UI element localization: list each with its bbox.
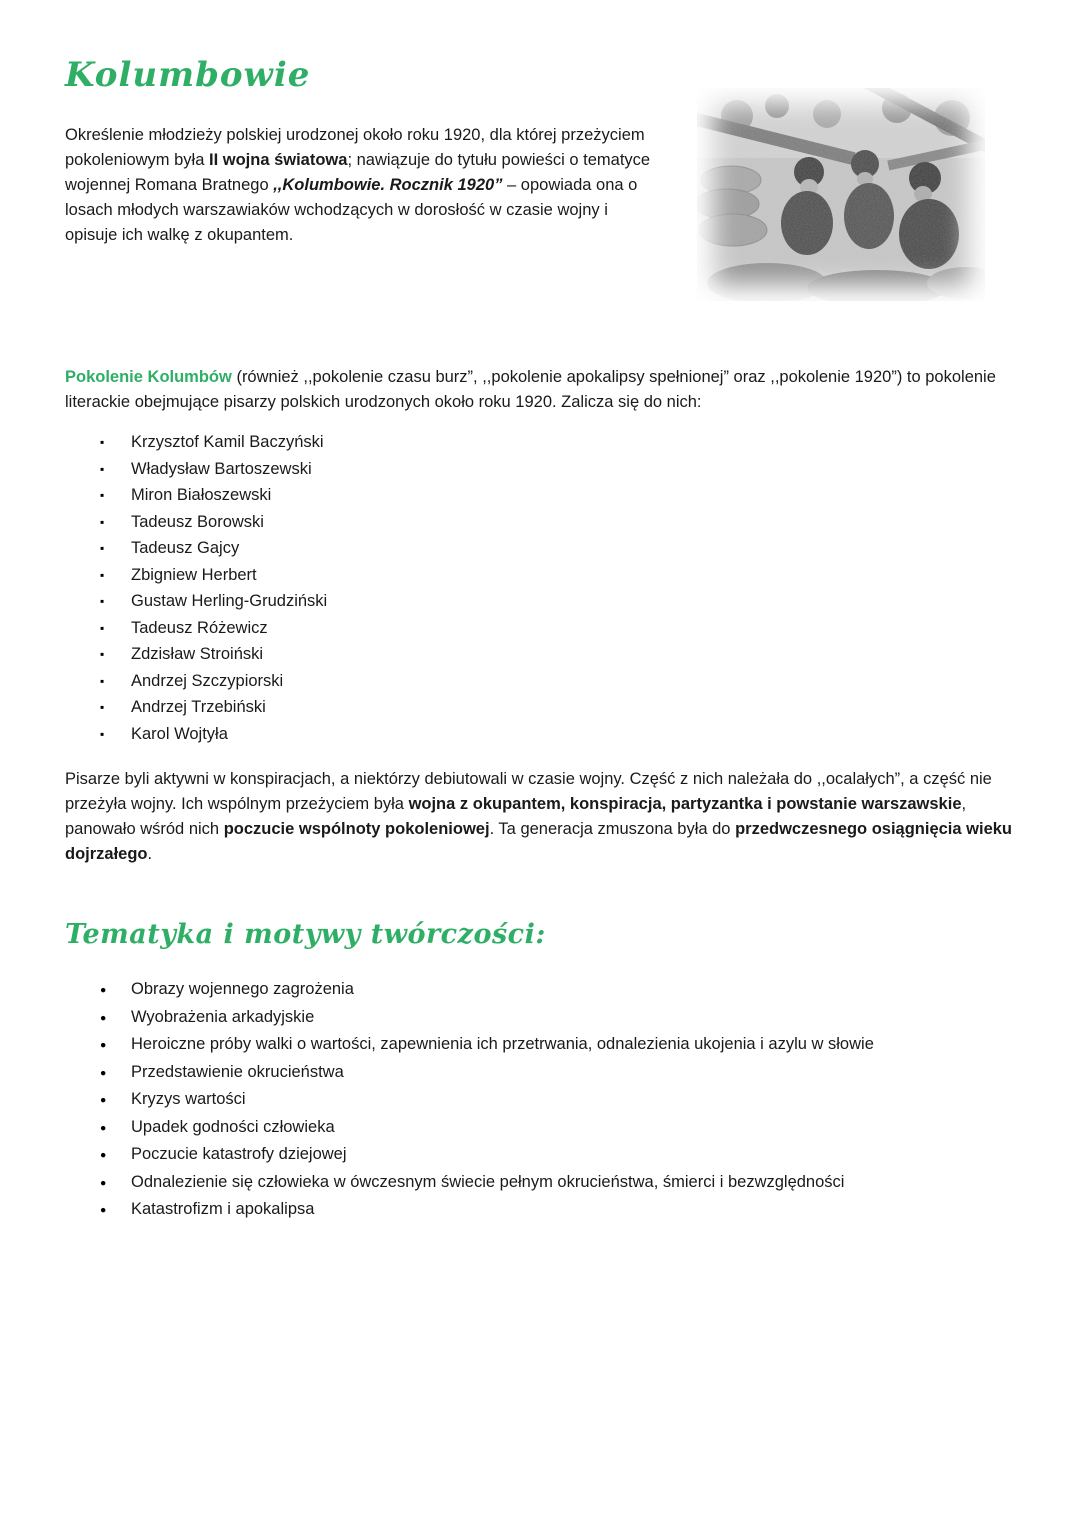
list-item: ▪ Andrzej Trzebiński xyxy=(100,694,1015,721)
list-item: ▪ Gustaw Herling-Grudziński xyxy=(100,588,1015,615)
writers-list xyxy=(100,429,1015,747)
page-title: Kolumbowie xyxy=(65,55,311,95)
intro-paragraph xyxy=(65,123,653,283)
list-item: ● Przedstawienie okrucieństwa xyxy=(100,1059,1015,1087)
text-segment: ; nawiązuje do tytułu powieści o tematyce wojennej Romana Bratnego xyxy=(65,151,651,194)
list-item: ▪ Tadeusz Różewicz xyxy=(100,615,1015,642)
text-segment: Pokolenie Kolumbów xyxy=(65,368,232,386)
text-segment: wojna z okupantem, konspiracja, partyzantka i powstanie warszawskie xyxy=(408,795,962,813)
list-item: ● Wyobrażenia arkadyjskie xyxy=(100,1004,1015,1032)
text-segment: (również ,,pokolenie czasu burz”, ,,pokolenie apokalipsy spełnionej” oraz ,,pokolenie 1920”) to pokolenie literackie obejmujące pisarzy polskich urodzonych około roku 1920. Zalicza się do nich: xyxy=(65,368,996,411)
text-segment: . xyxy=(147,845,153,863)
list-item: ● Heroiczne próby walki o wartości, zapewnienia ich przetrwania, odnalezienia ukojenia i azylu w słowie xyxy=(100,1031,1015,1059)
list-item: ● Poczucie katastrofy dziejowej xyxy=(100,1141,1015,1169)
list-item: ▪ Miron Białoszewski xyxy=(100,482,1015,509)
themes-heading: Tematyka i motywy twórczości: xyxy=(65,919,546,950)
list-item: ● Upadek godności człowieka xyxy=(100,1114,1015,1142)
text-segment: , panowało wśród nich xyxy=(65,795,967,838)
summary-paragraph xyxy=(65,767,1015,867)
generation-paragraph xyxy=(65,365,1015,415)
list-item: ● Odnalezienie się człowieka w ówczesnym świecie pełnym okrucieństwa, śmierci i bezwzględności xyxy=(100,1169,1015,1197)
text-segment: przedwczesnego osiągnięcia wieku dojrzałego xyxy=(65,820,1013,863)
list-item: ▪ Karol Wojtyła xyxy=(100,721,1015,748)
themes-list xyxy=(100,976,1015,1224)
list-item: ▪ Tadeusz Gajcy xyxy=(100,535,1015,562)
text-segment: Pisarze byli aktywni w konspiracjach, a niektórzy debiutowali w czasie wojny. Część z nich należała do ,,ocalałych”, a część nie przeżyła wojny. Ich wspólnym przeżyciem była xyxy=(65,770,992,813)
list-item: ▪ Zbigniew Herbert xyxy=(100,562,1015,589)
text-segment: . Ta generacja zmuszona była do xyxy=(489,820,736,838)
list-item: ▪ Krzysztof Kamil Baczyński xyxy=(100,429,1015,456)
text-segment: poczucie wspólnoty pokoleniowej xyxy=(223,820,490,838)
list-item: ▪ Tadeusz Borowski xyxy=(100,509,1015,536)
list-item: ▪ Władysław Bartoszewski xyxy=(100,456,1015,483)
list-item: ▪ Zdzisław Stroiński xyxy=(100,641,1015,668)
list-item: ● Kryzys wartości xyxy=(100,1086,1015,1114)
text-segment: Określenie młodzieży polskiej urodzonej około roku 1920, dla której przeżyciem pokoleniowym była xyxy=(65,126,645,169)
list-item: ▪ Andrzej Szczypiorski xyxy=(100,668,1015,695)
list-item: ● Obrazy wojennego zagrożenia xyxy=(100,976,1015,1004)
list-item: ● Katastrofizm i apokalipsa xyxy=(100,1196,1015,1224)
text-segment: ,,Kolumbowie. Rocznik 1920” xyxy=(273,176,503,194)
text-segment: – opowiada ona o losach młodych warszawiaków wchodzących w dorosłość w czasie wojny i opisuje ich walkę z okupantem. xyxy=(65,176,638,244)
text-segment: II wojna światowa xyxy=(209,151,348,169)
